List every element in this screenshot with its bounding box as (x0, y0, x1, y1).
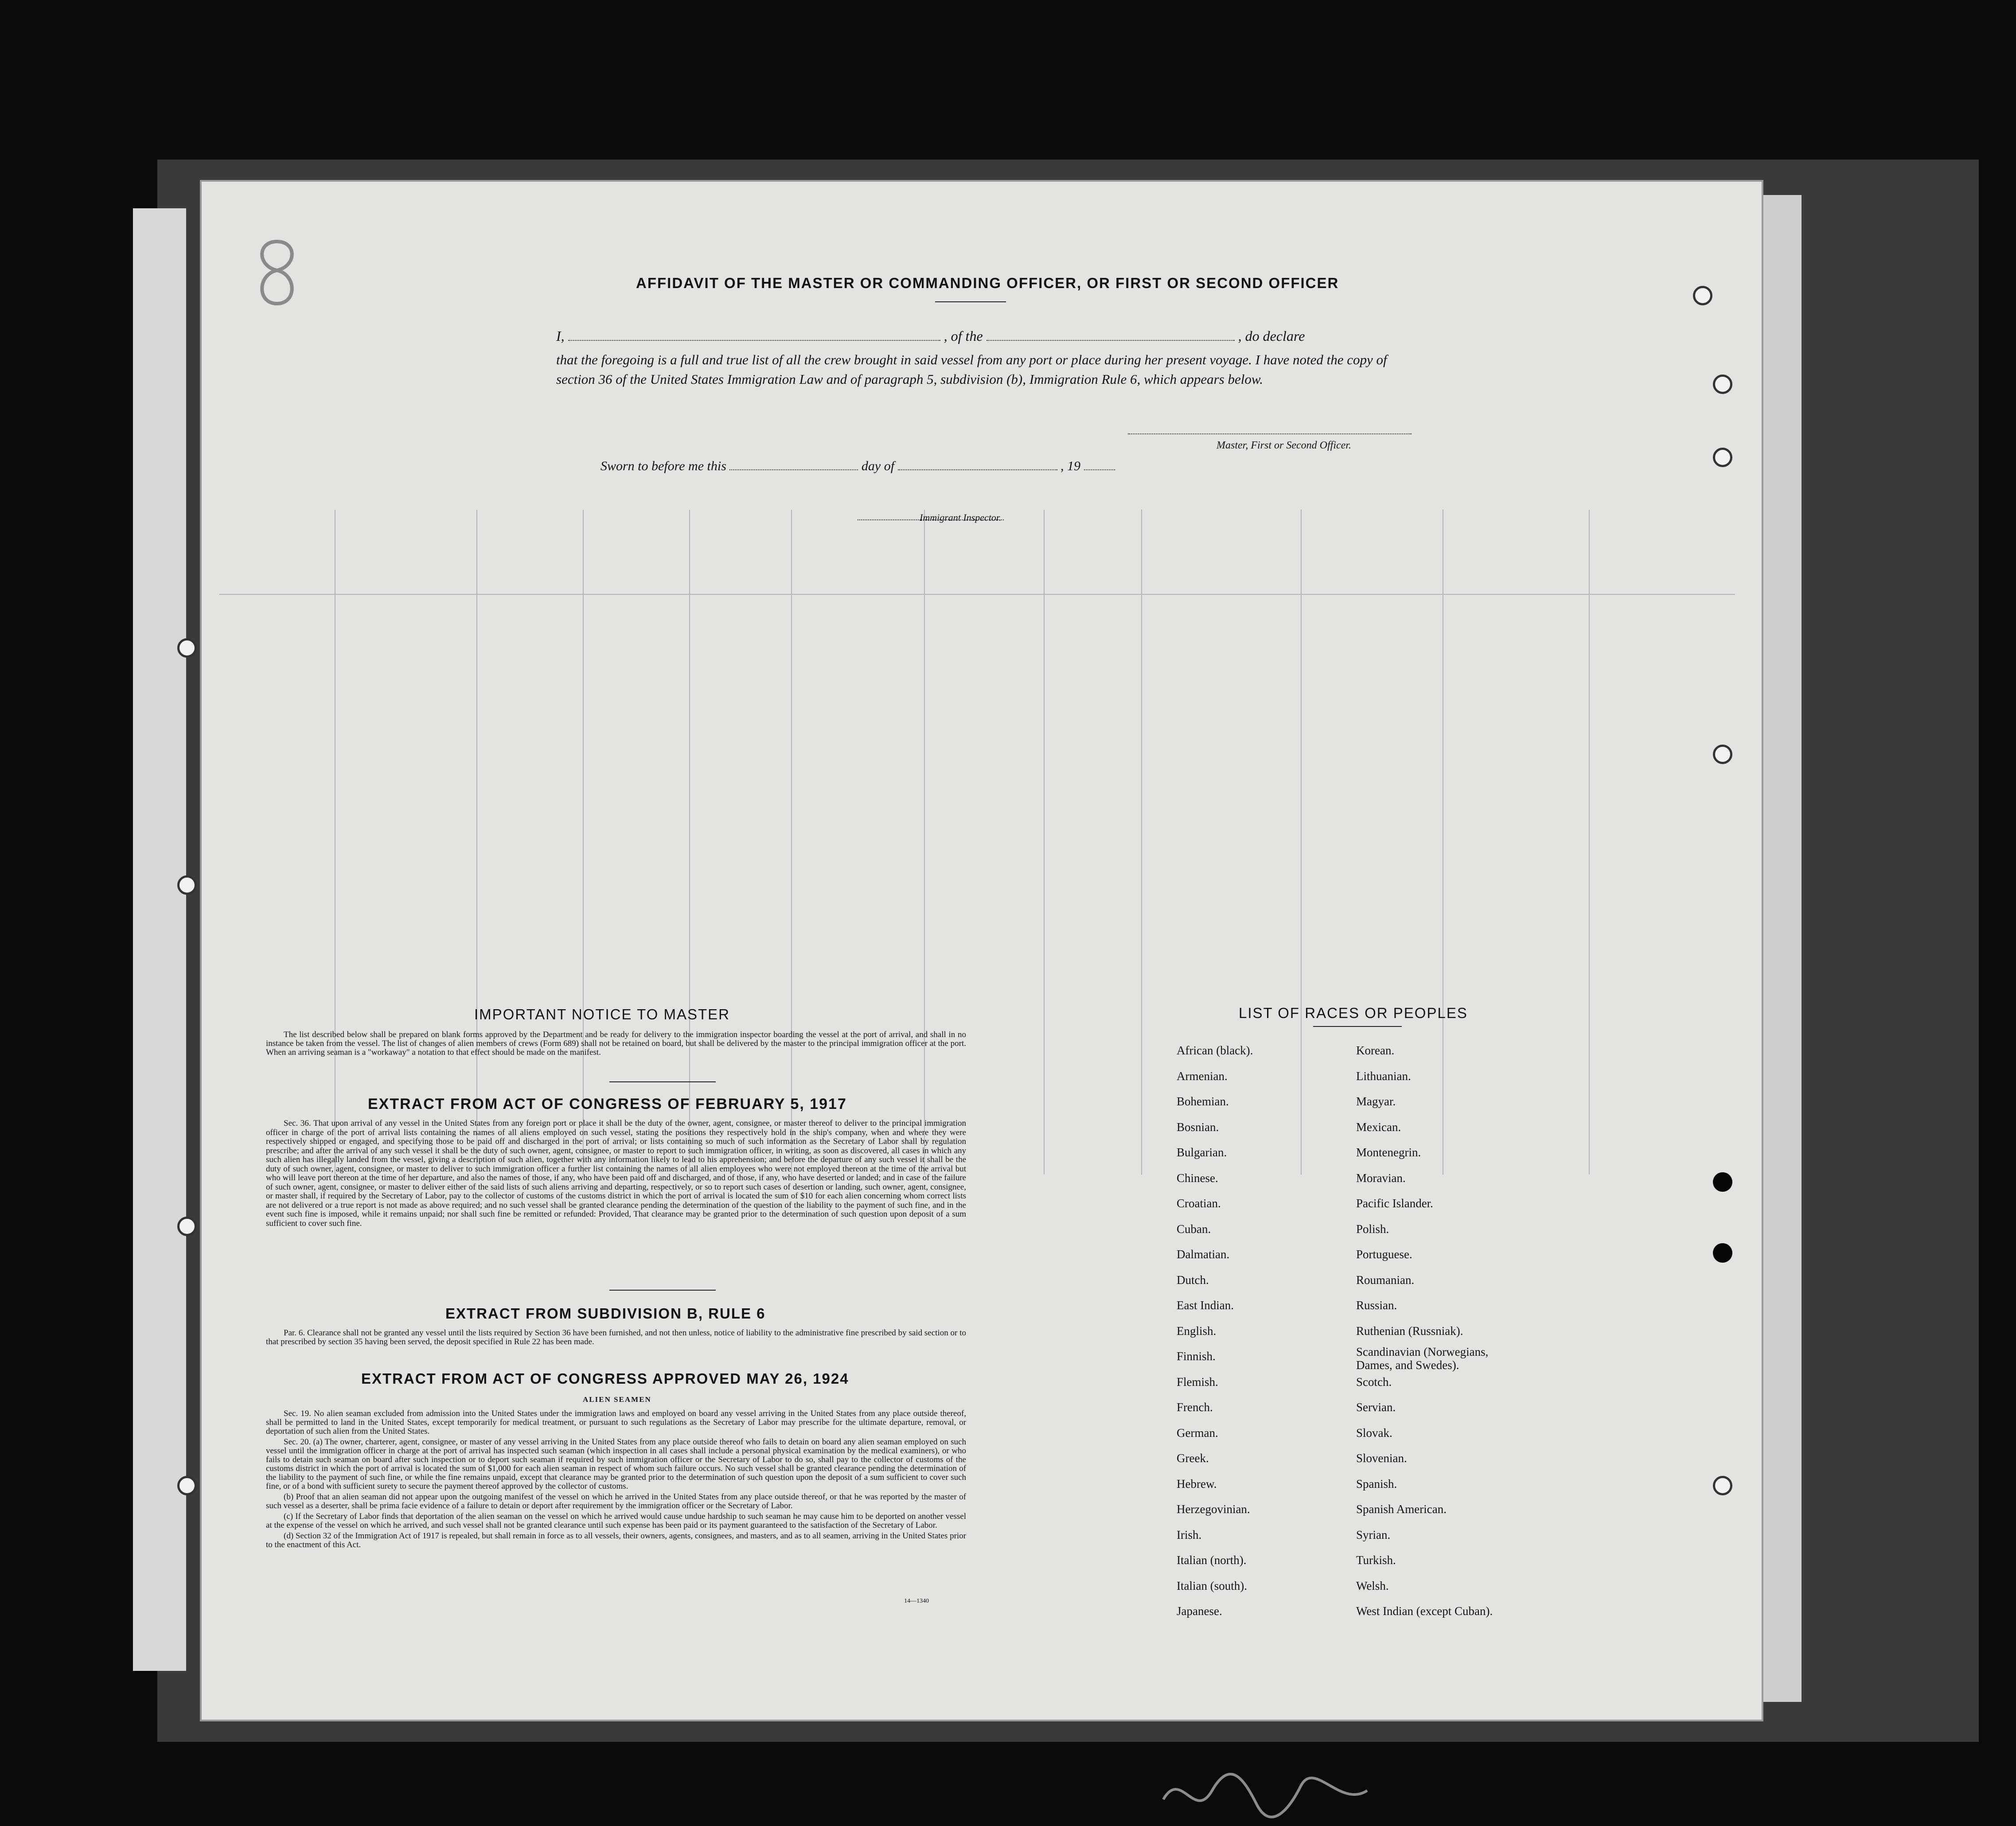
race-item: Cuban. (1177, 1222, 1211, 1236)
declaration-declare: , do declare (1238, 328, 1305, 344)
race-item: West Indian (except Cuban). (1356, 1604, 1493, 1618)
handwritten-page-mark (253, 235, 301, 310)
race-item: East Indian. (1177, 1299, 1234, 1312)
race-item: Spanish. (1356, 1477, 1397, 1490)
divider (1313, 1026, 1402, 1027)
divider (609, 1081, 716, 1082)
extract-rule6-title: EXTRACT FROM SUBDIVISION B, RULE 6 (445, 1305, 766, 1322)
declaration-i: I, (556, 328, 568, 344)
binder-punch-dot (1713, 1243, 1732, 1263)
declaration-body: that the foregoing is a full and true list of all the crew brought in said vessel from any port or place during her present voyage. I have noted the copy of section 36 of the United States Immigration Law and of paragraph 5, subdivision (b), Immigration Rule 6, which appears below. (556, 352, 1387, 387)
race-item: Scotch. (1356, 1375, 1392, 1389)
binder-hole (177, 875, 197, 895)
race-item: Ruthenian (Russniak). (1356, 1324, 1463, 1338)
race-item: Magyar. (1356, 1095, 1396, 1108)
race-item: Dalmatian. (1177, 1248, 1230, 1261)
sec-20a: Sec. 20. (a) The owner, charterer, agent, consignee, or master of any vessel arriving in the United States from any place outside thereof who fails to detain on board any alien seaman employed on such vessel until the immigration officer in charge at the port of arrival has inspected such seaman (which inspection in all cases shall include a personal physical examination by the medical examiners), or who fails to detain such seaman on board after such inspection or to deport such seaman if required by such immigration officer or the Secretary of Labor to do so, shall pay to the collector of customs of the customs district in which the port of arrival is located the sum of $1,000 for each alien seaman in respect of whom such failure occurs. No such vessel shall be granted clearance pending the determination of the liability to the payment of such fine, or while the fine remains unpaid, except that clearance may be granted prior to the determination of such question upon the deposit of a sum sufficient to cover such fine, or of a bond with sufficient surety to secure the payment thereof approved by the collector of customs. (266, 1437, 966, 1491)
affidavit-title: AFFIDAVIT OF THE MASTER OR COMMANDING OFFICER, OR FIRST OR SECOND OFFICER (636, 275, 1339, 291)
divider (935, 301, 1006, 302)
year-label: , 19 (1061, 459, 1081, 473)
sworn-line (601, 459, 1115, 474)
race-item: Montenegrin. (1356, 1146, 1421, 1159)
race-item: Irish. (1177, 1528, 1202, 1541)
extract-1924-text (266, 1409, 966, 1551)
bleed-through-text (804, 239, 810, 264)
declaration-of-the: , of the (944, 328, 983, 344)
race-item: Russian. (1356, 1299, 1397, 1312)
grid-line (476, 510, 477, 1174)
race-item: Scandinavian (Norwegians, Dames, and Swedes). (1356, 1345, 1489, 1372)
race-item: Syrian. (1356, 1528, 1391, 1541)
underlying-sheet-right (1762, 195, 1802, 1702)
race-item: English. (1177, 1324, 1217, 1338)
races-title: LIST OF RACES OR PEOPLES (1239, 1005, 1468, 1021)
alien-seamen-subtitle: ALIEN SEAMEN (583, 1395, 651, 1404)
grid-line (1044, 510, 1045, 1174)
sec-19: Sec. 19. No alien seaman excluded from admission into the United States under the immigration laws and employed on board any vessel arriving in the United States from any place outside thereof, shall be permitted to land in the United States, except temporarily for medical treatment, or pursuant to such regulations as the Secretary of Labor may prescribe for the ultimate departure, removal, or deportation of such alien from the United States. (266, 1409, 966, 1436)
race-item: Roumanian. (1356, 1273, 1415, 1287)
notice-text: The list described below shall be prepared on blank forms approved by the Department and be ready for delivery to the immigration inspector boarding the vessel at the port of arrival, and shall in no instance be taken from the vessel. The list of changes of alien members of crews (Form 689) shall not be retained on board, but shall be delivered by the master to the principal immigration officer at the port. When an arriving seaman is a "workaway" a notation to that effect should be made on the manifest. (266, 1030, 966, 1057)
race-item: Armenian. (1177, 1069, 1228, 1083)
grid-line (924, 510, 925, 1174)
sworn-day-blank[interactable] (729, 469, 858, 470)
race-item: Bosnian. (1177, 1120, 1219, 1134)
sec-20b: (b) Proof that an alien seaman did not appear upon the outgoing manifest of the vessel on which he arrived in the United States from any place outside thereof, or that he was reported by the master of such vessel as a deserter, shall be prima facie evidence of a failure to detain or deport after requirement by the immigration officer or the Secretary of Labor. (266, 1492, 966, 1510)
master-label: Master, First or Second Officer. (1217, 440, 1351, 451)
race-item: Moravian. (1356, 1171, 1406, 1185)
race-item: German. (1177, 1426, 1218, 1440)
master-signature-blank[interactable] (1128, 433, 1412, 434)
grid-line (1589, 510, 1590, 1174)
binder-hole (1713, 375, 1732, 394)
sworn-label: Sworn to before me this (601, 459, 726, 473)
grid-line (689, 510, 690, 1174)
race-item: Welsh. (1356, 1579, 1389, 1592)
form-number: 14—1340 (904, 1598, 929, 1604)
sec-20d: (d) Section 32 of the Immigration Act of 1917 is repealed, but shall remain in force as to all vessels, their owners, agents, consignees, and masters, and as to all seamen, arriving in the United States prior to the enactment of this Act. (266, 1531, 966, 1549)
inspector-label: Immigrant Inspector. (920, 512, 1002, 523)
race-item: Croatian. (1177, 1197, 1221, 1210)
race-item: Bohemian. (1177, 1095, 1229, 1108)
race-item: Italian (south). (1177, 1579, 1247, 1592)
divider (609, 1290, 716, 1291)
sworn-year-blank[interactable] (1084, 469, 1115, 470)
binder-punch-dot (1713, 1172, 1732, 1192)
race-item: Italian (north). (1177, 1553, 1247, 1567)
race-item: Slovenian. (1356, 1451, 1407, 1465)
race-item: Servian. (1356, 1401, 1396, 1414)
sec-20c: (c) If the Secretary of Labor finds that deportation of the alien seaman on the vessel on which he arrived would cause undue hardship to such seaman he may cause him to be deported on another vessel at the expense of the vessel on which he arrived, and such vessel shall not be granted clearance until such expense has been paid or its payment guaranteed to the satisfaction of the Secretary of Labor. (266, 1512, 966, 1530)
race-item: Spanish American. (1356, 1502, 1447, 1516)
race-item: Slovak. (1356, 1426, 1392, 1440)
race-item: Herzegovinian. (1177, 1502, 1250, 1516)
extract-rule6-text: Par. 6. Clearance shall not be granted any vessel until the lists required by Section 36 have been furnished, and not then unless, notice of liability to the administrative fine prescribed by said section or to that prescribed by section 35 having been served, the deposit specified in Rule 22 has been made. (266, 1328, 966, 1346)
race-item: Hebrew. (1177, 1477, 1217, 1490)
binder-hole (1713, 448, 1732, 467)
notice-title: IMPORTANT NOTICE TO MASTER (474, 1006, 730, 1022)
race-item: Flemish. (1177, 1375, 1218, 1389)
binder-hole (1713, 745, 1732, 764)
day-of-label: day of (861, 459, 895, 473)
vessel-blank[interactable] (987, 340, 1235, 341)
grid-line (791, 510, 792, 1174)
binder-hole (177, 1476, 197, 1495)
race-item: Bulgarian. (1177, 1146, 1227, 1159)
race-item: Chinese. (1177, 1171, 1218, 1185)
binder-hole (177, 638, 197, 658)
binder-hole (1693, 286, 1712, 305)
race-item: Japanese. (1177, 1604, 1222, 1618)
race-item: Pacific Islander. (1356, 1197, 1433, 1210)
grid-line (1301, 510, 1302, 1174)
manifest-back-page (202, 182, 1762, 1720)
race-item: Greek. (1177, 1451, 1209, 1465)
extract-1917-title: EXTRACT FROM ACT OF CONGRESS OF FEBRUARY 5, 1917 (368, 1096, 847, 1112)
race-item: Lithuanian. (1356, 1069, 1411, 1083)
race-item: Portuguese. (1356, 1248, 1412, 1261)
underlying-sheet-left (133, 208, 186, 1671)
grid-line (583, 510, 584, 1174)
extract-1924-title: EXTRACT FROM ACT OF CONGRESS APPROVED MAY 26, 1924 (361, 1370, 849, 1387)
pencil-signature (1154, 1760, 1376, 1826)
race-item: Turkish. (1356, 1553, 1396, 1567)
name-blank[interactable] (568, 340, 940, 341)
grid-line (219, 594, 1735, 595)
extract-1917-text: Sec. 36. That upon arrival of any vessel in the United States from any foreign port or place it shall be the duty of the owner, agent, consignee, or master thereof to deliver to the principal immigration officer in charge of the port of arrival lists containing the names of all aliens employed on such vessel, stating the positions they respectively hold in the ship's company, when and where they were respectively shipped or engaged, and specifying those to be paid off and discharged in the port of arrival; or lists containing so much of such information as the Secretary of Labor shall by regulation prescribe; and after the arrival of any such vessel it shall be the duty of such owner, agent, consignee, or master to report to such immigration officer, in writing, as soon as discovered, all cases in which any such alien has illegally landed from the vessel, giving a description of such alien, together with any information likely to lead to his apprehension; and before the departure of any such vessel it shall be the duty of such owner, agent, consignee, or master to deliver to such immigration officer a further list containing the names of all alien employees who were not employed thereon at the time of the arrival but who will leave port thereon at the time of her departure, and also the names of those, if any, who have been paid off and discharged, and of those, if any, who have deserted or landed; and in case of the failure of such owner, agent, consignee, or master to deliver either of the said lists of such aliens arriving and departing, respectively, or so to report such cases of desertion or landing, such owner, agent, consignee, or master shall, if required by the Secretary of Labor, pay to the collector of customs of the customs district in which the port of arrival is located the sum of $10 for each alien concerning whom correct lists are not delivered or a true report is not made as above required; and no such vessel shall be granted clearance pending the determination of the question of the liability to the payment of such fine, and in the event such fine is imposed, while it remains unpaid; nor shall such fine be remitted or refunded: Provided, That clearance may be granted prior to the determination of such question upon deposit of a sum sufficient to cover such fine. (266, 1119, 966, 1228)
sworn-month-blank[interactable] (898, 469, 1057, 470)
race-item: Korean. (1356, 1044, 1395, 1057)
race-item: Finnish. (1177, 1350, 1216, 1363)
race-item: Polish. (1356, 1222, 1389, 1236)
grid-line (1141, 510, 1142, 1174)
race-item: Mexican. (1356, 1120, 1401, 1134)
binder-hole (177, 1217, 197, 1236)
race-item: French. (1177, 1401, 1213, 1414)
race-item: African (black). (1177, 1044, 1253, 1057)
race-item: Dutch. (1177, 1273, 1209, 1287)
declaration-line (556, 328, 1629, 344)
binder-hole (1713, 1476, 1732, 1495)
